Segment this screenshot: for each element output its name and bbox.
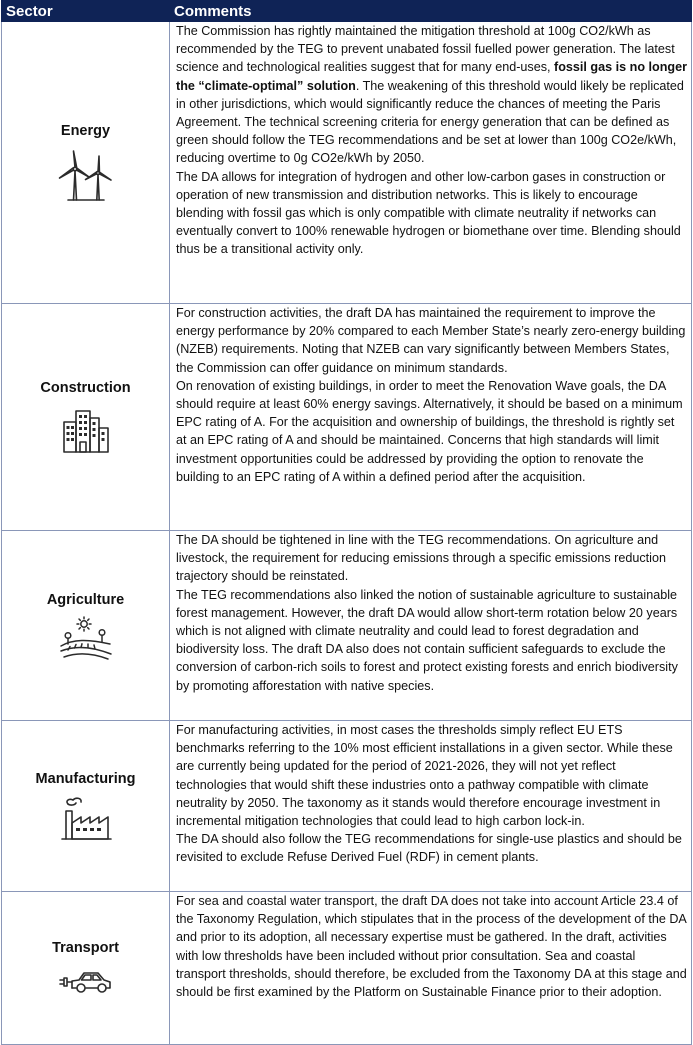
farm-field-icon xyxy=(58,616,114,660)
sector-cell-agriculture xyxy=(2,531,170,721)
buildings-icon xyxy=(61,408,111,454)
header-comments: Comments xyxy=(170,1,692,22)
comment-paragraph: The DA allows for integration of hydrogen and other low-carbon gases in construction or operation of new transmission and distribution networks. This is likely to encourage blending with fossil gas which is only compatible with climate neutrality if networks can eventually convert to 100% renewable hydrogen or biomethane over time. Blending should thus be a transitional activity only. xyxy=(176,169,681,257)
table-row-manufacturing xyxy=(2,721,692,892)
sector-cell-manufacturing xyxy=(2,721,170,892)
wind-turbines-icon xyxy=(58,147,114,203)
comment-cell-construction xyxy=(170,304,692,531)
comment-paragraph: For manufacturing activities, in most cases the thresholds simply reflect EU ETS benchmarks referring to the 10% most efficient installations in a given sector. While these are currently being updated for the period of 2021-2026, they will not yet reflect technologies that would shift these industries onto a pathway compatible with climate neutrality by 2050. The taxonomy as it stands would therefore encourage investment in incremental mitigation technologies that could lead to high carbon lock-in. xyxy=(176,723,673,829)
table-row-agriculture xyxy=(2,531,692,721)
table-row-transport xyxy=(2,892,692,1045)
comment-paragraph: The Commission has rightly maintained the mitigation threshold at 100g CO2/kWh as recommended by the TEG to prevent unabated fossil fuelled power generation. The latest science and technological realities suggest that for many end-uses, fossil gas is no longer the “climate-optimal” solution. The weakening of this threshold would likely be replicated in other jurisdictions, which would significantly reduce the chances of meeting the Paris Agreement. The technical screening criteria for energy generation that can be defined as green should follow the TEG recommendations and be set at lower than 100g CO2e/kWh, reducing overtime to 0g CO2e/kWh by 2050. xyxy=(176,24,687,166)
comment-paragraph: The DA should be tightened in line with the TEG recommendations. On agriculture and livestock, the requirement for reducing emissions through a specific emissions reduction trajectory should be reinstated. xyxy=(176,533,666,584)
comment-paragraph: For sea and coastal water transport, the draft DA does not take into account Article 23.4 of the Taxonomy Regulation, which stipulates that in the process of the development of the DA and prior to its adoption, all necessary expertise must be gathered. In the draft, activities with low thresholds have been included without prior consultation. Sea and coastal transport thresholds, should therefore, be excluded from the Taxonomy DA at this stage and should be first examined by the Platform on Sustainable Finance prior to their adoption. xyxy=(176,894,687,1000)
electric-car-icon xyxy=(58,966,114,996)
comment-cell-manufacturing xyxy=(170,721,692,892)
comment-cell-agriculture xyxy=(170,531,692,721)
sector-comments-table xyxy=(1,0,692,1045)
comment-cell-transport xyxy=(170,892,692,1045)
comment-paragraph: For construction activities, the draft DA has maintained the requirement to improve the energy performance by 20% compared to each Member State’s nearly zero-energy building (NZEB) requirements. Noting that NZEB can vary significantly between Members States, the Commission can offer guidance on minimum standards. xyxy=(176,306,686,375)
sector-cell-transport xyxy=(2,892,170,1045)
table-row-construction xyxy=(2,304,692,531)
table-header-row xyxy=(2,1,692,22)
sector-cell-construction xyxy=(2,304,170,531)
comment-paragraph: On renovation of existing buildings, in order to meet the Renovation Wave goals, the DA should require at least 60% energy savings. Alternatively, it should be based on a minimum EPC rating of A. For the acquisition and ownership of buildings, the threshold is rightly set at an EPC rating of A and should be maintained. Concerns that high standards will limit investment opportunities could be addressed by providing the option to renovate the building to an EPC rating of A within a defined period after the acquisition. xyxy=(176,378,683,484)
sector-name-energy: Energy xyxy=(60,122,111,139)
sector-name-manufacturing: Manufacturing xyxy=(35,771,136,787)
factory-icon xyxy=(59,795,113,841)
table-row-energy xyxy=(2,22,692,304)
comment-cell-energy xyxy=(170,22,692,304)
comment-paragraph: The TEG recommendations also linked the notion of sustainable agriculture to sustainable forest management. However, the draft DA would allow short-term rotation below 20 years which is not aligned with climate neutrality and could lead to forest degradation and biodiversity loss. The draft DA also does not contain sufficient safeguards to exclude the conversion of carbon-rich soils to forest and protect existing forests and enrich biodiversity by promoting afforestation with native species. xyxy=(176,587,678,693)
sector-cell-energy xyxy=(2,22,170,304)
sector-name-transport: Transport xyxy=(52,940,119,956)
sector-name-construction: Construction xyxy=(40,380,131,396)
emphasis-text: fossil gas is no longer the “climate-optimal” solution xyxy=(176,60,687,93)
header-sector: Sector xyxy=(2,1,170,22)
sector-name-agriculture: Agriculture xyxy=(46,591,125,608)
comment-paragraph: The DA should also follow the TEG recommendations for single-use plastics and should be revisited to exclude Refuse Derived Fuel (RDF) in cement plants. xyxy=(176,832,682,865)
